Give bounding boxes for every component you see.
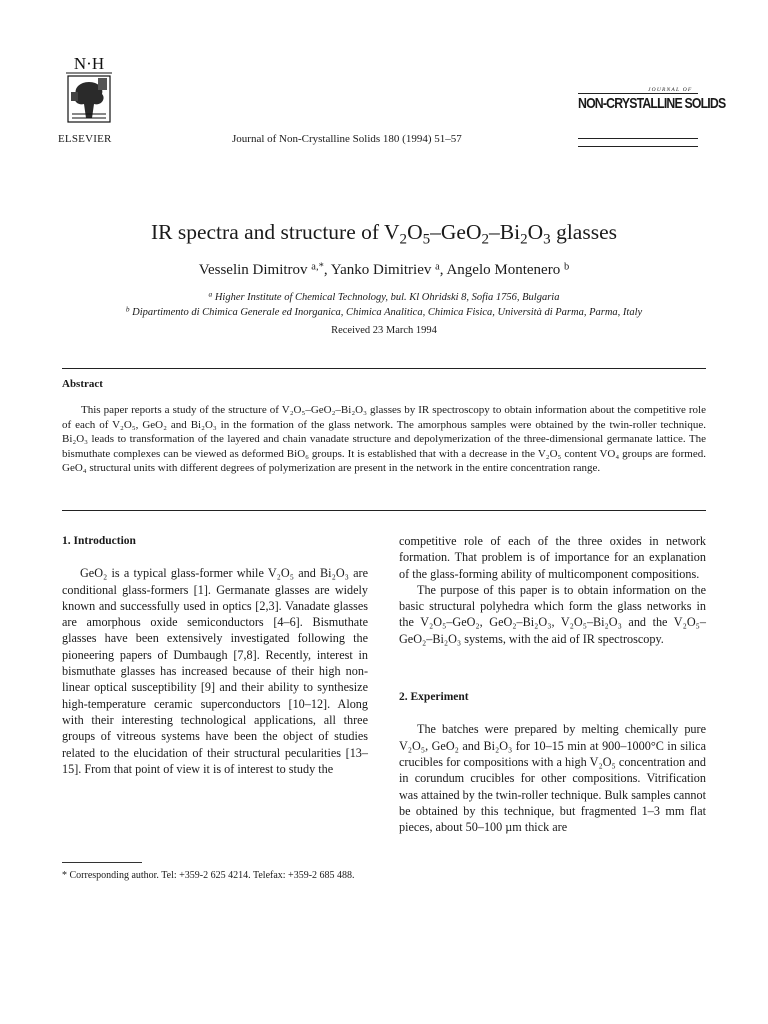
footnote-corresponding-author: * Corresponding author. Tel: +359-2 625 4214. Telefax: +359-2 685 488. — [62, 870, 355, 881]
brand-rule-top — [578, 93, 698, 94]
journal-citation: Journal of Non-Crystalline Solids 180 (1994) 51–57 — [232, 133, 462, 145]
affiliation-b: $^b$ Dipartimento di Chimica Generale ed Inorganica, Chimica Analitica, Chimica Fisica, Università di Parma, Parma, Italy — [125, 304, 643, 318]
author-mark: b — [563, 261, 570, 273]
abstract-text: This paper reports a study of the structure of V₂O₅–GeO₂–Bi₂O₃ glasses by IR spectroscopy to obtain information about the competitive role of each of V₂O₅, GeO₂ and Bi₂O₃ in the formation of the glass network. The amorphous samples were obtained by the twin-roller technique. Bi₂O₃ leads to transformation of the layered and chain vanadate structure and depolymerization of the three-dimensional germanate lattice. The bismuthate complexes can be viewed as deformed BiO₆ groups. It is established that with a decrease in the V₂O₅ content VO₄ groups are formed. GeO₄ structural units with different degrees of polymerization are present in the network in the entire concentration range. — [62, 404, 706, 475]
paragraph: competitive role of each of the three oxides in network formation. That problem is of importance for an explanation of the glass-forming ability of multicomponent compositions. — [399, 534, 706, 581]
received-date: Received 23 March 1994 — [331, 325, 437, 336]
abstract-rule-bottom — [62, 510, 706, 511]
north-holland-tree-logo-icon — [58, 52, 120, 130]
paragraph: The purpose of this paper is to obtain information on the basic structural polyhedra which form the glass networks in the V₂O₅–GeO₂, GeO₂–Bi₂O₃, V₂O₅–Bi₂O₃ and the V₂O₅–GeO₂–Bi₂O₃ systems, with the aid of IR spectroscopy. — [399, 582, 706, 646]
author-name: Vesselin Dimitrov — [198, 262, 308, 278]
brand-rule-bottom — [578, 146, 698, 147]
affiliation-a: $^a$ Higher Institute of Chemical Technology, bul. Kl Ohridski 8, Sofia 1756, Bulgaria — [208, 289, 560, 303]
author-mark: a,* — [311, 261, 324, 273]
section-heading-experiment: 2. Experiment — [399, 691, 469, 704]
author-name: Angelo Montenero — [446, 262, 561, 278]
journal-brand-logo: NON-CRYSTALLINE SOLIDS — [578, 95, 726, 112]
footnote-rule — [62, 862, 142, 863]
paragraph: The batches were prepared by melting chemically pure V₂O₅, GeO₂ and Bi₂O₃ for 10–15 min at 900–1000°C in silica crucibles for compositions with a high V₂O₅ concentration and in corundum crucibles for other compositions. Vitrification was attained by the twin-roller technique. Bulk samples cannot be obtained by this technique, but fragmented 1–3 mm flat pieces, about 50–100 µm thick are — [399, 722, 706, 835]
author-name: Yanko Dimitriev — [330, 262, 432, 278]
section-heading-introduction: 1. Introduction — [62, 535, 136, 547]
body-column-right — [399, 533, 706, 835]
abstract-rule-top — [62, 368, 706, 369]
abstract-heading: Abstract — [62, 378, 103, 390]
body-column-left — [62, 533, 368, 777]
brand-rule-mid — [578, 138, 698, 139]
author-list: Vesselin Dimitrov $^{a,*}$, Yanko Dimitriev $^a$, Angelo Montenero $^b$ — [198, 261, 570, 278]
paragraph: GeO₂ is a typical glass-former while V₂O₅ and Bi₂O₃ are conditional glass-formers [1]. Germanate glasses are widely known and successfully used in optics [2,3]. Vanadate glasses are amorphous oxide semiconductors [4–6]. Bismuthate glasses have been extensively investigated following the pioneering papers of Dumbaugh [7,8]. Recently, interest in bismuthate glasses has increased because of their high non-linear optical susceptibility [9] and their ability to synthesize high-temperature ceramic superconductors [10–12]. Along with their interesting technological applications, all three groups of vitreous systems have been the object of studies related to the elucidation of their structural pecularities [13–15]. From that point of view it is of interest to study the — [62, 566, 368, 776]
journal-of-label: JOURNAL OF — [648, 87, 693, 93]
author-mark: a — [435, 261, 440, 273]
logo-text: N·H — [73, 54, 105, 73]
article-title: IR spectra and structure of $V_2O_5-GeO_2-Bi_2O_3$ glasses — [150, 220, 617, 248]
publisher-name: ELSEVIER — [58, 133, 112, 145]
